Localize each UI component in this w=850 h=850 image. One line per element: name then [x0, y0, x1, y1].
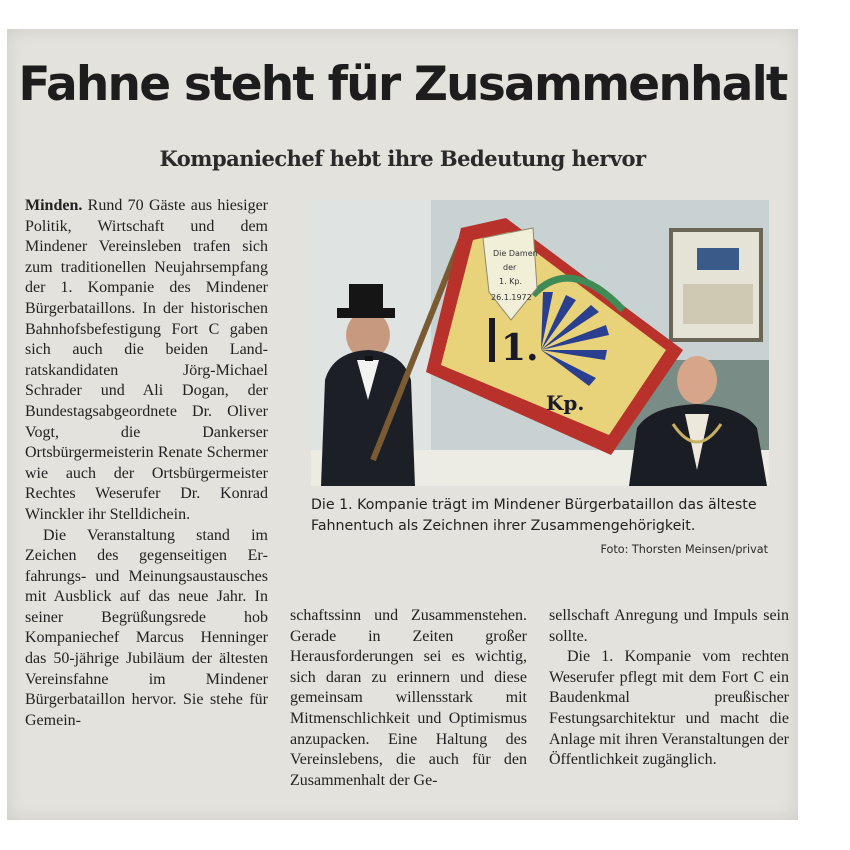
paragraph-1-text: Rund 70 Gäste aus hiesiger Politik, Wirtschaft und dem Mindener Vereinsleben trafen sich zum traditionellen Neujahrsempfang der 1. Kompanie des Mindener Bürgerbataillons. In der historischen Bahnhofsbefestigung Fort C gaben sich auch die beiden Landratskandidaten Jörg-Michael Schrader und Ali Dogan, der Bundestagsabgeordnete Dr. Oliver Vogt, die Dankerser Ortsbürgermeisterin Renate Schermer wie auch der Ortsbürgermeister Rechtes Weserufer Dr. Konrad Winckler ihr Stelldichein.: [25, 197, 269, 523]
photo-illustration: [311, 200, 769, 486]
flag-number: 1.: [501, 327, 539, 369]
article-column-1: [25, 196, 268, 731]
ribbon-line-3: 1. Kp.: [499, 277, 523, 286]
article-photo: [311, 200, 769, 486]
paragraph-2-end: sellschaft Anregung und Impuls sein sollte.: [549, 607, 789, 645]
ribbon-line-4: 26.1.1972: [491, 293, 532, 302]
headline: Fahne steht für Zusammenhalt: [18, 57, 787, 112]
ribbon-line-2: der: [503, 263, 517, 272]
photo-credit: Foto: Thorsten Meinsen/privat: [600, 543, 768, 556]
photo-caption: Die 1. Kompanie trägt im Mindener Bürgerbataillon das älteste Fahnentuch als Zeichnen ihrer Zusammengehörigkeit.: [311, 497, 757, 534]
article-column-3: [549, 606, 789, 771]
flag-label: Kp.: [546, 391, 585, 415]
ribbon-line-1: Die Damen: [493, 249, 538, 258]
paragraph-1: [25, 196, 268, 526]
paragraph-2: Die Veranstaltung stand im Zeichen des gegenseitigen Erfahrungs- und Meinungsaustausches mit Ausblick auf das neue Jahr. In seiner Begrüßungsrede hob Kompaniechef Marcus Henninger das 50-jährige Jubiläum der ältesten Vereinsfahne im Mindener Bürgerbataillon hervor. Sie stehe für Gemein-: [25, 526, 268, 729]
paragraph-3: Die 1. Kompanie vom rechten Weserufer pflegt mit dem Fort C ein Baudenkmal preußischer Festungsarchitektur und macht die Anlage mit ihren Veranstaltungen der Öffentlichkeit zugänglich.: [549, 648, 789, 769]
newspaper-clipping: [7, 29, 798, 820]
dateline: Minden.: [25, 197, 83, 214]
subheadline: Kompaniechef hebt ihre Bedeutung hervor: [159, 146, 646, 171]
article-column-2: [290, 606, 527, 791]
paragraph-2-continued: schaftssinn und Zusammenstehen. Gerade in Zeiten großer Herausforderungen sei es wichtig, sich daran zu erinnern und diese gemeinsam willensstark mit Mitmenschlichkeit und Optimismus anzupacken. Eine Haltung des Vereinslebens, die auch für den Zusammenhalt der Ge-: [290, 607, 527, 789]
